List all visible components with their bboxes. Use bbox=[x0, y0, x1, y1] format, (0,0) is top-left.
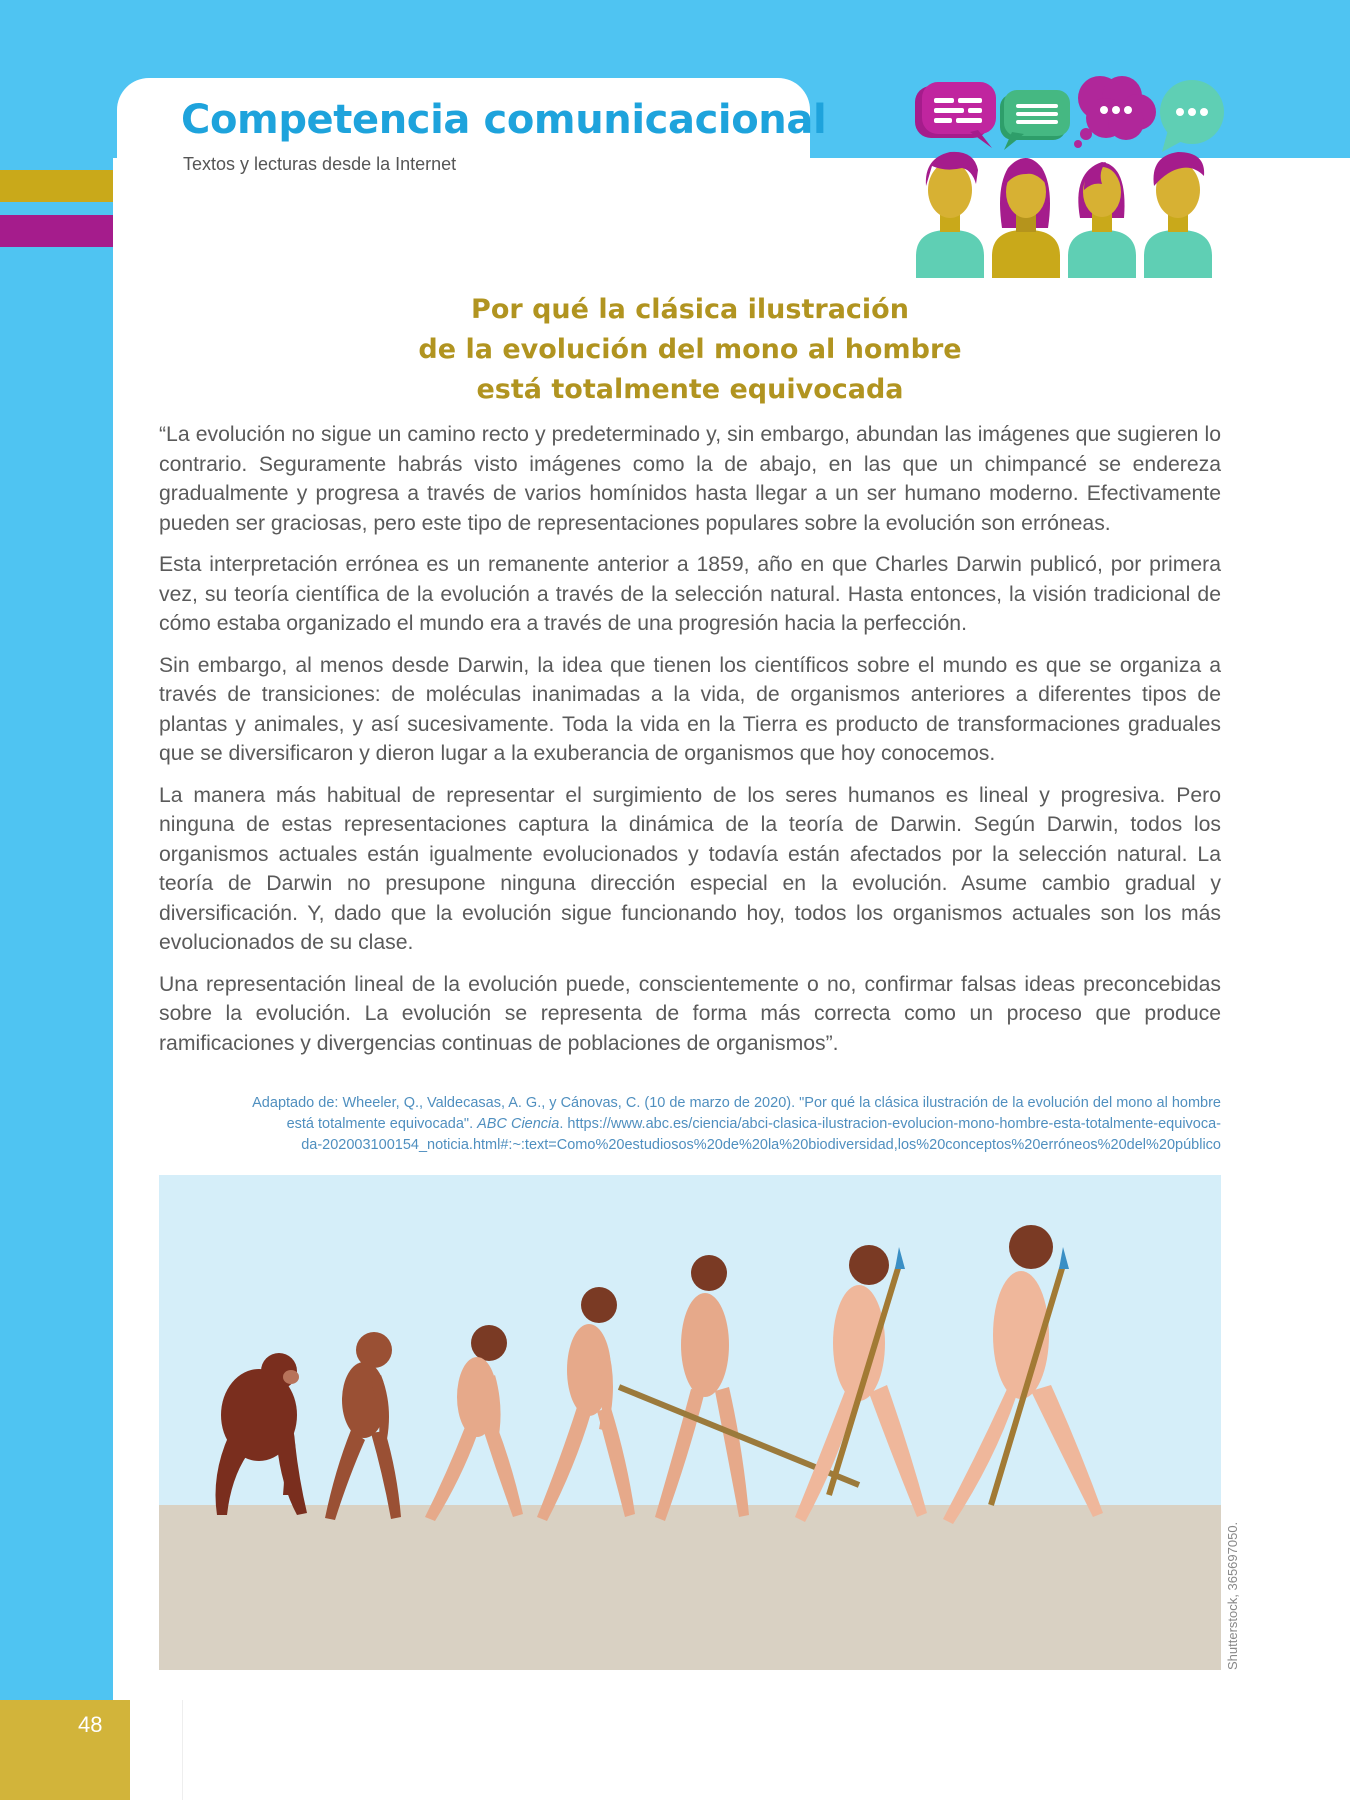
olive-stripe bbox=[0, 170, 113, 202]
article-paragraph: La manera más habitual de representar el surgimiento de los seres humanos es lineal y progresiva. Pero ninguna de estas representaciones captura la dinámica de la teoría de Darwin. Según Darwin, todos los organismos actuales están igualmente evolucionados y todavía están afectados por la selección natural. La teoría de Darwin no presupone ninguna dirección especial en la evolución. Asume cambio gradual y diversificación. Y, dado que la evolución sigue funcionando hoy, todos los organismos actuales son los más evolucionados de su clase. bbox=[159, 783, 1221, 954]
article-paragraph: “La evolución no sigue un camino recto y predeterminado y, sin embargo, abundan las imágenes que sugieren lo contrario. Seguramente habrás visto imágenes como la de abajo, en las que un chimpancé se endereza gradualmente y progresa a través de varios homínidos hasta llegar a un ser humano moderno. Efectivamente pueden ser graciosas, pero este tipo de representaciones populares sobre la evolución son erróneas. bbox=[159, 423, 1221, 535]
citation-link[interactable]: . https://www.abc.es/ciencia/abci-clasica-ilustracion-evolucion-mono-hombre-esta-totalmente-equivoca- bbox=[559, 1116, 1221, 1132]
headline-line: está totalmente equivocada bbox=[476, 374, 904, 405]
evolution-illustration bbox=[159, 1175, 1221, 1670]
communication-icons bbox=[900, 68, 1230, 278]
section-title: Competencia comunicacional bbox=[181, 97, 827, 143]
person-avatar-icon bbox=[1144, 152, 1212, 278]
ground bbox=[159, 1505, 1221, 1670]
article-paragraph: Esta interpretación errónea es un remanente anterior a 1859, año en que Charles Darwin publicó, por primera vez, su teoría científica de la evolución a través de la selección natural. Hasta entonces, la visión tradicional de cómo estaba organizado el mundo era a través de una progresión hacia la perfección. bbox=[159, 553, 1221, 635]
source-citation bbox=[159, 1093, 1221, 1156]
thought-bubble-magenta-icon bbox=[1074, 76, 1156, 148]
citation-link[interactable]: da-202003100154_noticia.html#:~:text=Como%20estudiosos%20de%20la%20biodiversidad,los%20conceptos%20erróneos%20del%20público bbox=[301, 1137, 1221, 1153]
article-paragraph: Sin embargo, al menos desde Darwin, la idea que tienen los científicos sobre el mundo es que se organiza a través de transiciones: de moléculas inanimadas a la vida, de organismos anteriores a diferentes tipos de plantas y animales, y así sucesivamente. Toda la vida en la Tierra es producto de transformaciones graduales que se diversificaron y dieron lugar a la exuberancia de organismos que hoy conocemos. bbox=[159, 653, 1221, 765]
section-subtitle: Textos y lecturas desde la Internet bbox=[183, 154, 457, 174]
article-headline bbox=[300, 290, 1080, 410]
person-avatar-icon bbox=[992, 158, 1060, 278]
chat-bubble-green-icon bbox=[1000, 90, 1070, 150]
chat-bubble-teal-icon bbox=[1160, 80, 1224, 152]
chat-bubble-magenta-icon bbox=[915, 82, 996, 148]
headline-line: Por qué la clásica ilustración bbox=[471, 294, 909, 325]
headline-line: de la evolución del mono al hombre bbox=[418, 334, 962, 365]
magenta-stripe bbox=[0, 215, 113, 247]
footer-divider bbox=[182, 1700, 183, 1800]
page-footer-block bbox=[0, 1700, 130, 1800]
person-avatar-icon bbox=[916, 152, 984, 278]
image-credit: Shutterstock, 365697050. bbox=[1225, 1521, 1240, 1670]
citation-line bbox=[159, 1114, 1221, 1135]
citation-line: Adaptado de: Wheeler, Q., Valdecasas, A. G., y Cánovas, C. (10 de marzo de 2020). "Por qué la clásica ilustración de la evolución del mono al hombre bbox=[252, 1095, 1221, 1111]
article-paragraph: Una representación lineal de la evolución puede, conscientemente o no, confirmar falsas ideas preconcebidas sobre la evolución. La evolución se representa de forma más correcta como un proceso que produce ramificaciones y divergencias continuas de poblaciones de organismos”. bbox=[159, 972, 1221, 1055]
article-body bbox=[159, 420, 1221, 1070]
citation-source: ABC Ciencia bbox=[477, 1116, 560, 1132]
person-avatar-icon bbox=[1068, 162, 1136, 278]
left-color-band bbox=[0, 158, 113, 1700]
page-number: 48 bbox=[78, 1712, 103, 1737]
citation-text: está totalmente equivocada". bbox=[286, 1116, 478, 1132]
